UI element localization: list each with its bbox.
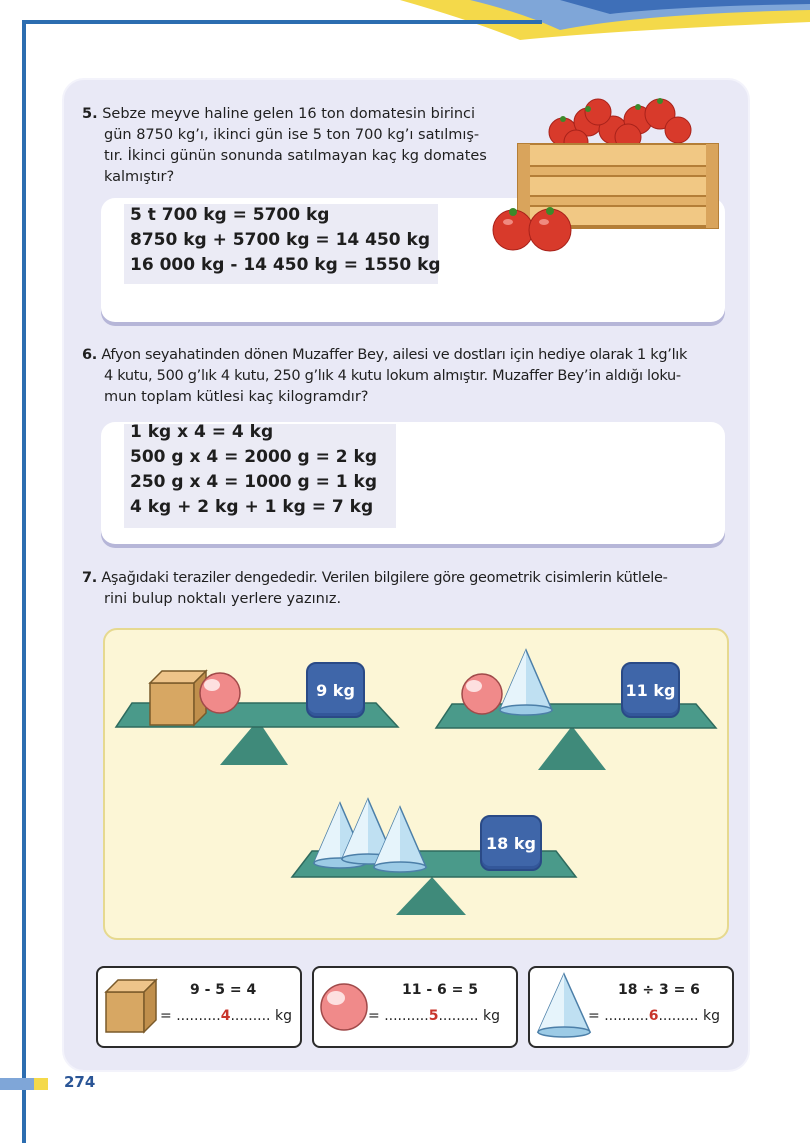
- weight-label-c: 18 kg: [480, 815, 542, 871]
- question-7: [82, 568, 732, 610]
- cube-icon: [102, 976, 162, 1036]
- answer-line: 5 t 700 kg = 5700 kg: [130, 205, 330, 225]
- question-text-line: Sebze meyve haline gelen 16 ton domatesin birinci: [102, 106, 476, 122]
- weight-label-a: 9 kg: [306, 662, 365, 718]
- sphere-icon: [462, 674, 502, 714]
- cone-icon: [536, 972, 592, 1040]
- footer-bar-yellow: [34, 1078, 48, 1090]
- answer-line: 250 g x 4 = 1000 g = 1 kg: [130, 472, 377, 492]
- answer-line: 16 000 kg - 14 450 kg = 1550 kg: [130, 255, 441, 275]
- question-text-line: kalmıştır?: [104, 169, 175, 185]
- result-equation: 18 ÷ 3 = 6: [618, 982, 700, 998]
- weight-label-b: 11 kg: [621, 662, 680, 718]
- unit-label: kg: [478, 1008, 500, 1024]
- answer-value: 5: [428, 1008, 439, 1024]
- equals-sign: =: [160, 1008, 177, 1024]
- cube-icon: [150, 671, 206, 725]
- dotted-line: .........: [230, 1008, 271, 1024]
- tomato-crate-illustration: [488, 92, 728, 262]
- question-number: 6.: [82, 347, 97, 363]
- scale-fulcrum: [538, 726, 606, 770]
- dotted-line: .........: [438, 1008, 479, 1024]
- question-text-line: gün 8750 kg’ı, ikinci gün ise 5 ton 700 kg’ı satılmış-: [104, 127, 480, 143]
- question-number: 7.: [82, 570, 97, 586]
- answer-line: 4 kg + 2 kg + 1 kg = 7 kg: [130, 497, 374, 517]
- equals-sign: =: [368, 1008, 385, 1024]
- result-answer-cone: [588, 1008, 720, 1024]
- unit-label: kg: [698, 1008, 720, 1024]
- question-text-line: rini bulup noktalı yerlere yazınız.: [104, 591, 342, 607]
- answer-line: 8750 kg + 5700 kg = 14 450 kg: [130, 230, 431, 250]
- cone-icon: [500, 650, 552, 715]
- answer-q6: [130, 420, 377, 520]
- question-text-line: 4 kutu, 500 g’lık 4 kutu, 250 g’lık 4 kutu lokum almıştır. Muzaffer Bey’in aldığı loku-: [104, 368, 681, 384]
- sphere-icon: [318, 980, 372, 1034]
- answer-line: 1 kg x 4 = 4 kg: [130, 422, 274, 442]
- result-equation: 11 - 6 = 5: [402, 982, 479, 998]
- dotted-line: ..........: [604, 1008, 649, 1024]
- equals-sign: =: [588, 1008, 605, 1024]
- page-number: 274: [64, 1073, 96, 1091]
- scale-fulcrum: [396, 877, 466, 915]
- sphere-icon: [200, 673, 240, 713]
- page-frame-left: [22, 22, 26, 1143]
- result-equation: 9 - 5 = 4: [190, 982, 257, 998]
- footer-bar-blue: [0, 1078, 34, 1090]
- dotted-line: .........: [658, 1008, 699, 1024]
- page-frame-top: [22, 20, 542, 24]
- answer-value: 4: [220, 1008, 231, 1024]
- result-answer-sphere: [368, 1008, 500, 1024]
- question-text-line: Aşağıdaki teraziler dengededir. Verilen bilgilere göre geometrik cisimlerin kütlele-: [101, 570, 668, 586]
- question-text-line: tır. İkinci günün sonunda satılmayan kaç kg domates: [104, 148, 487, 164]
- answer-value: 6: [648, 1008, 659, 1024]
- dotted-line: ..........: [176, 1008, 221, 1024]
- question-text-line: mun toplam kütlesi kaç kilogramdır?: [104, 389, 369, 405]
- question-6: [82, 345, 732, 408]
- answer-q5: [130, 203, 441, 278]
- question-number: 5.: [82, 106, 98, 122]
- header-decoration: [0, 0, 810, 60]
- answer-line: 500 g x 4 = 2000 g = 2 kg: [130, 447, 377, 467]
- result-answer-cube: [160, 1008, 292, 1024]
- question-text-line: Afyon seyahatinden dönen Muzaffer Bey, ailesi ve dostları için hediye olarak 1 kg’lık: [101, 347, 688, 363]
- unit-label: kg: [270, 1008, 292, 1024]
- question-5: [82, 104, 522, 188]
- dotted-line: ..........: [384, 1008, 429, 1024]
